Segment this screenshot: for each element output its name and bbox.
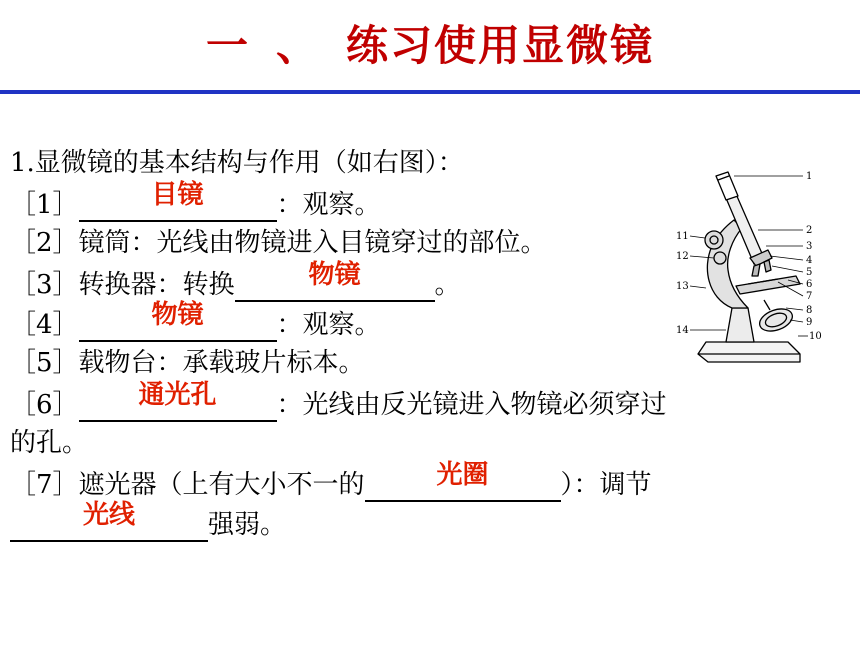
item-2: ［2］镜筒：光线由物镜进入目镜穿过的部位。 [10, 228, 547, 258]
item-6-number: ［6］ [10, 390, 79, 420]
item-3-answer: 物镜 [308, 260, 361, 290]
label-14: 14 [676, 325, 689, 336]
item-4-text: ：观察。 [276, 310, 381, 340]
item-1 [10, 180, 381, 220]
microscope-diagram [668, 158, 828, 380]
label-3: 3 [806, 241, 813, 252]
item-7-end: 强弱。 [208, 510, 287, 540]
item-7-after: ）：调节 [560, 470, 652, 500]
title-separator: 、 [275, 21, 320, 70]
item-4 [10, 300, 381, 340]
item-6-text: ：光线由反光镜进入物镜必须穿过 [276, 390, 667, 420]
item-7-continued [10, 500, 287, 540]
label-13: 13 [676, 281, 689, 292]
item-1-answer: 目镜 [151, 180, 204, 210]
item-7-answer-2: 光线 [82, 500, 135, 530]
item-3-blank [235, 260, 435, 302]
item-4-blank [79, 300, 277, 342]
item-6-answer: 通光孔 [138, 380, 217, 410]
label-10: 10 [809, 331, 822, 342]
item-1-text: ：观察。 [276, 190, 381, 220]
item-7-blank-2 [10, 500, 208, 542]
item-7-answer: 光圈 [436, 460, 489, 490]
label-4: 4 [806, 255, 813, 266]
title-text: 练习使用显微镜 [346, 21, 655, 70]
label-12: 12 [676, 251, 689, 262]
item-5: ［5］载物台：承载玻片标本。 [10, 348, 365, 378]
item-7-text: ［7］遮光器（上有大小不一的 [10, 470, 365, 500]
label-6: 6 [806, 279, 813, 290]
item-6-continued: 的孔。 [10, 428, 89, 458]
item-4-answer: 物镜 [151, 300, 204, 330]
page-title [0, 14, 860, 78]
label-2: 2 [806, 225, 813, 236]
item-7 [10, 460, 652, 500]
label-11: 11 [676, 231, 689, 242]
label-9: 9 [806, 317, 813, 328]
item-3 [10, 260, 461, 300]
item-1-blank [79, 180, 277, 222]
label-7: 7 [806, 291, 813, 302]
item-6-blank [79, 380, 277, 422]
item-4-number: ［4］ [10, 310, 79, 340]
title-divider [0, 90, 860, 94]
title-number: 一 [205, 21, 250, 70]
label-8: 8 [806, 305, 813, 316]
label-1: 1 [806, 171, 813, 182]
item-3-end: 。 [434, 270, 461, 300]
item-3-text: ［3］转换器：转换 [10, 270, 235, 300]
item-7-blank [365, 460, 561, 502]
intro-line: 1.显微镜的基本结构与作用（如右图）： [10, 148, 464, 178]
item-6 [10, 380, 667, 420]
label-5: 5 [806, 267, 813, 278]
item-1-number: ［1］ [10, 190, 79, 220]
